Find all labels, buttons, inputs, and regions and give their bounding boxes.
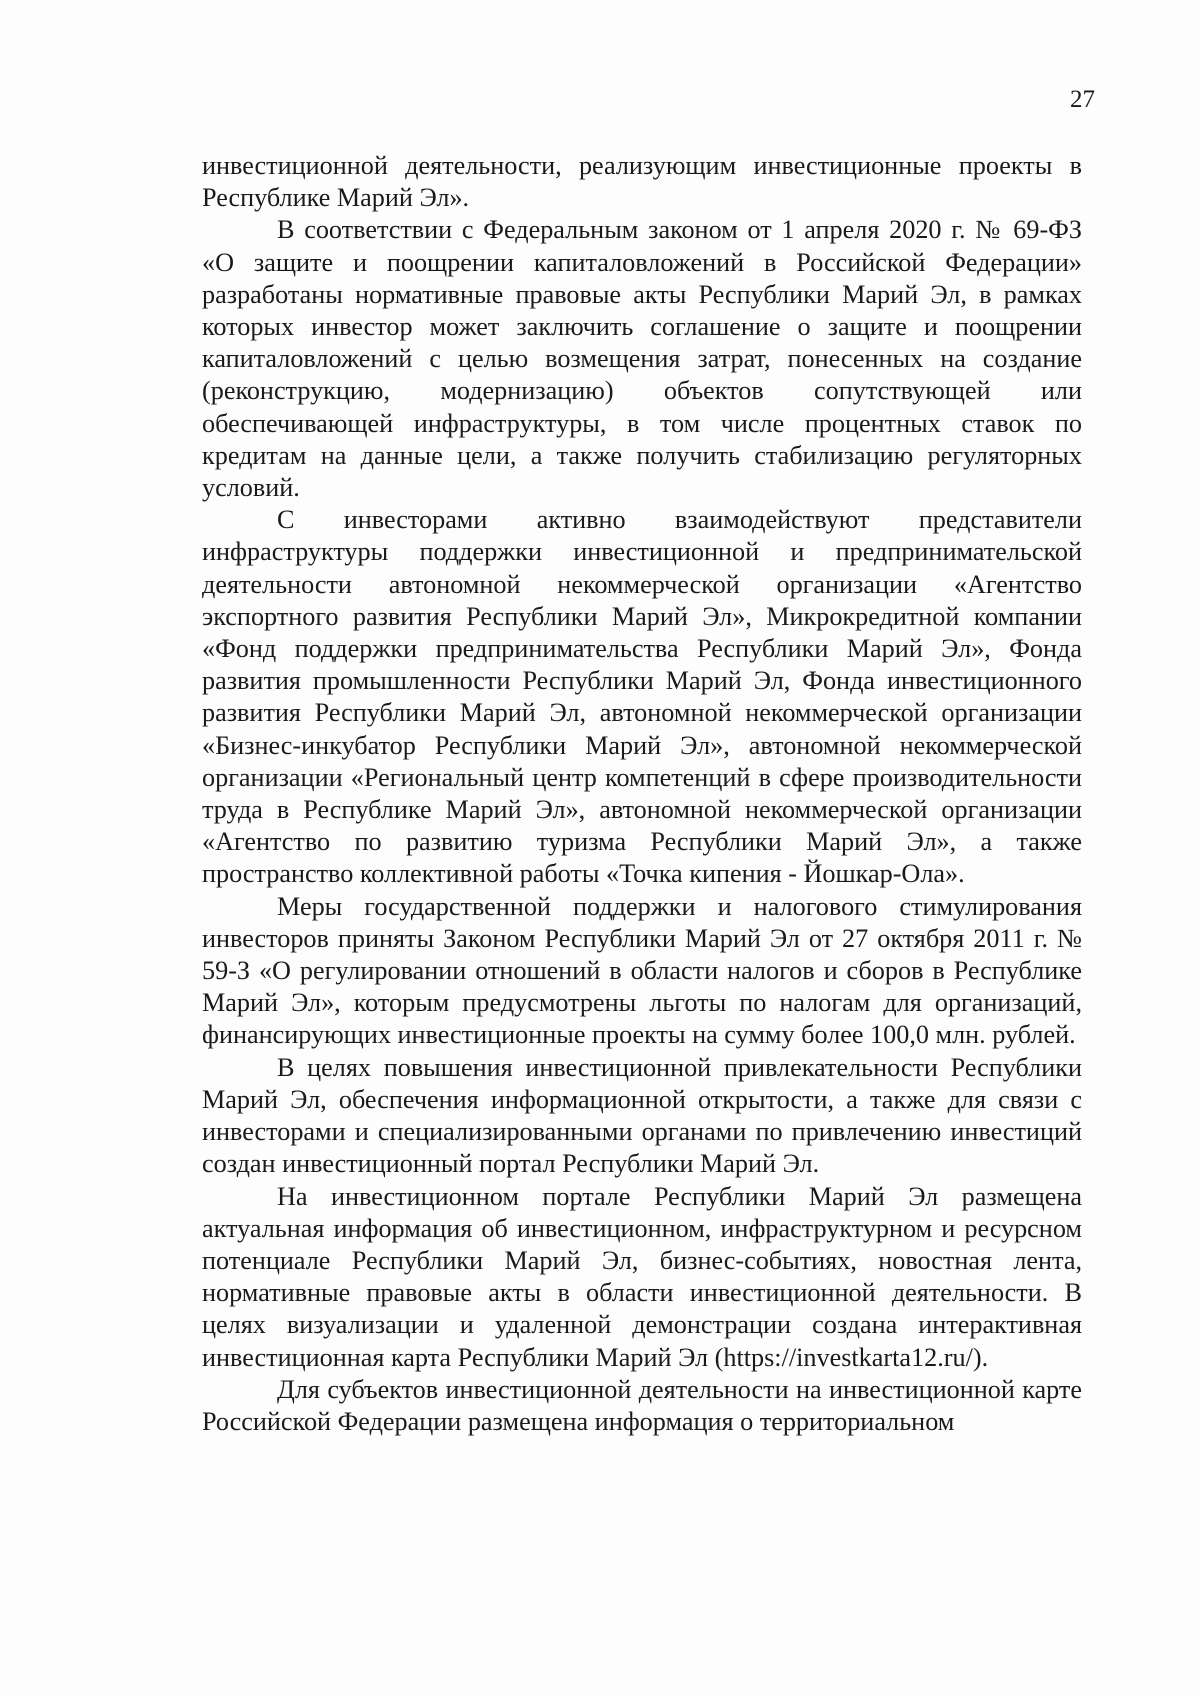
paragraph-tax-support: Меры государственной поддержки и налогового стимулирования инвесторов приняты Законом Республики Марий Эл от 27 октября 2011 г. № 59-З «О регулировании отношений в области налогов и сборов в Республике Марий Эл», которым предусмотрены льготы по налогам для организаций, финансирующих инвестиционные проекты на сумму более 100,0 млн. рублей. [202,891,1082,1050]
page-number: 27 [1070,86,1095,113]
paragraph-infrastructure: С инвесторами активно взаимодействуют представители инфраструктуры поддержки инвестиционной и предпринимательской деятельности автономной некоммерческой организации «Агентство экспортного развития Республики Марий Эл», Микрокредитной компании «Фонд поддержки предпринимательства Республики Марий Эл», Фонда развития промышленности Республики Марий Эл, Фонда инвестиционного развития Республики Марий Эл, автономной некоммерческой организации «Бизнес-инкубатор Республики Марий Эл», автономной некоммерческой организации «Региональный центр компетенций в сфере производительности труда в Республике Марий Эл», автономной некоммерческой организации «Агентство по развитию туризма Республики Марий Эл», а также пространство коллективной работы «Точка кипения - Йошкар-Ола». [202,505,1082,889]
paragraph-investment-portal: В целях повышения инвестиционной привлекательности Республики Марий Эл, обеспечения информационной открытости, а также для связи с инвесторами и специализированными органами по привлечению инвестиций создан инвестиционный портал Республики Марий Эл. [202,1052,1082,1179]
paragraph-federal-law: В соответствии с Федеральным законом от 1 апреля 2020 г. № 69-ФЗ «О защите и поощрении капиталовложений в Российской Федерации» разработаны нормативные правовые акты Республики Марий Эл, в рамках которых инвестор может заключить соглашение о защите и поощрении капиталовложений с целью возмещения затрат, понесенных на создание (реконструкцию, модернизацию) объектов сопутствующей или обеспечивающей инфраструктуры, в том числе процентных ставок по кредитам на данные цели, а также получить стабилизацию регуляторных условий. [202,215,1082,503]
paragraph-investment-map: Для субъектов инвестиционной деятельности на инвестиционной карте Российской Федерации размещена информация о территориальном [202,1374,1082,1436]
paragraph-portal-content: На инвестиционном портале Республики Марий Эл размещена актуальная информация об инвестиционном, инфраструктурном и ресурсном потенциале Республики Марий Эл, бизнес-событиях, новостная лента, нормативные правовые акты в области инвестиционной деятельности. В целях визуализации и удаленной демонстрации создана интерактивная инвестиционная карта Республики Марий Эл (https://investkarta12.ru/). [202,1181,1082,1372]
paragraph-continuation: инвестиционной деятельности, реализующим инвестиционные проекты в Республике Марий Эл». [202,151,1082,213]
document-body [202,150,1082,1438]
